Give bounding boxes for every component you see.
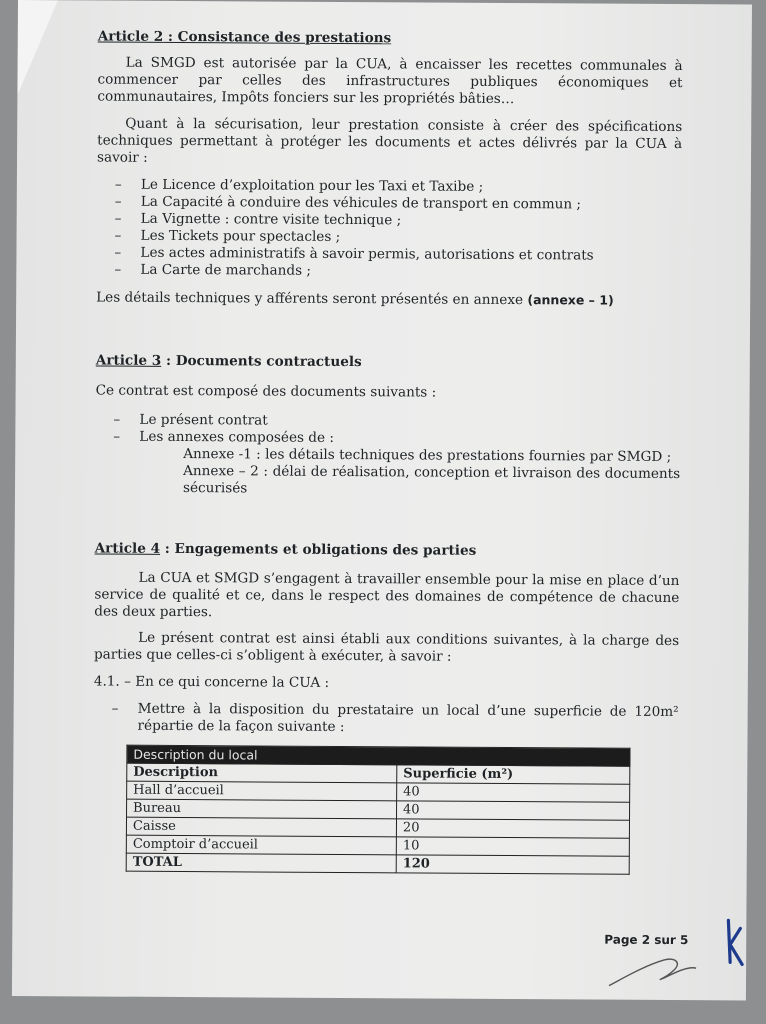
table-cell: 40 <box>397 801 630 820</box>
table-cell: 20 <box>396 819 629 838</box>
article-2-paragraph-2: Quant à la sécurisation, leur prestation consiste à créer des spécifications techniques permettant à protéger les documents et actes délivrés par la CUA à savoir : <box>96 115 683 166</box>
article-2-paragraph-1: La SMGD est autorisée par la CUA, à encaisser les recettes communales à commencer par celles des infrastructures publiques économiques et communautaires, Impôts fonciers sur les propriétés bâties… <box>97 54 683 108</box>
article-3-label: Article 3 <box>95 352 162 369</box>
article-4-list <box>94 700 679 738</box>
list-item: – Le présent contrat <box>95 411 680 432</box>
folded-corner <box>17 0 58 95</box>
table-cell: Bureau <box>127 799 397 819</box>
article-4 <box>94 540 680 738</box>
article-4-subsection: 4.1. – En ce qui concerne la CUA : <box>93 673 330 691</box>
page-number: Page 2 sur 5 <box>604 932 689 948</box>
article-2-title: : Consistance des prestations <box>163 28 392 47</box>
table-header-description: Description <box>127 763 397 783</box>
article-3-heading <box>96 352 681 373</box>
article-4-title: : Engagements et obligations des parties <box>160 540 477 559</box>
article-3 <box>95 352 681 500</box>
table-caption: Description du local <box>127 745 630 766</box>
article-3-list <box>95 411 680 449</box>
table-cell: Comptoir d’accueil <box>126 835 396 855</box>
annex-2-line: Annexe – 2 : délai de réalisation, conception et livraison des documents sécurisés <box>182 463 681 497</box>
article-4-paragraph-1: La CUA et SMGD s’engagent à travailler ensemble pour la mise en place d’un service de qualité et ce, dans le respect des domaines de compétence de chacune des deux parties. <box>94 569 680 621</box>
list-item: – La Vignette : contre visite technique ; <box>97 210 682 231</box>
signature-scribble <box>604 938 714 999</box>
table-row <box>126 835 629 856</box>
list-item: – Les Tickets pour spectacles ; <box>97 227 682 248</box>
article-4-paragraph-2: Le présent contrat est ainsi établi aux conditions suivantes, à la charge des parties que celles-ci s’obligent à exécuter, à savoir : <box>93 629 680 665</box>
article-2-label: Article 2 <box>97 28 164 45</box>
document-body <box>93 28 683 875</box>
article-3-intro: Ce contrat est composé des documents suivants : <box>95 382 437 401</box>
article-2-heading <box>98 28 683 49</box>
list-item: – La Capacité à conduire des véhicules de transport en commun ; <box>97 193 682 214</box>
article-2-paragraph-3 <box>96 288 681 310</box>
list-item: – Le Licence d’exploitation pour les Taxi et Taxibe ; <box>97 176 682 197</box>
article-2-list <box>96 176 682 282</box>
document-page <box>12 0 752 1000</box>
list-item: – Mettre à la disposition du prestataire un local d’une superficie de 120m² répartie de la façon suivante : <box>94 700 679 738</box>
table-cell: Hall d’accueil <box>127 781 397 801</box>
article-4-label: Article 4 <box>94 540 161 557</box>
annex-reference: (annexe – 1) <box>527 292 614 308</box>
list-item: – Les actes administratifs à savoir permis, autorisations et contrats <box>96 244 681 265</box>
article-4-heading <box>95 540 680 561</box>
table-cell: Caisse <box>126 817 396 837</box>
annex-1-line: Annexe -1 : les détails techniques des prestations fournies par SMGD ; <box>183 446 672 465</box>
annex-reference-text: Les détails techniques y afférents seront présentés en annexe <box>96 289 524 309</box>
article-3-title: : Documents contractuels <box>161 352 362 371</box>
table-header-area: Superficie (m²) <box>397 765 630 784</box>
table-cell: 120 <box>396 855 629 874</box>
table-total-row <box>126 853 629 874</box>
initials-mark <box>720 914 750 970</box>
list-item: – Les annexes composées de : <box>95 428 680 449</box>
table-cell: 40 <box>397 783 630 802</box>
list-item: – La Carte de marchands ; <box>96 261 681 282</box>
article-2 <box>96 28 683 310</box>
premises-table <box>126 745 631 875</box>
table-cell: 10 <box>396 837 629 856</box>
table-row <box>127 781 630 802</box>
table-cell: TOTAL <box>126 853 396 873</box>
